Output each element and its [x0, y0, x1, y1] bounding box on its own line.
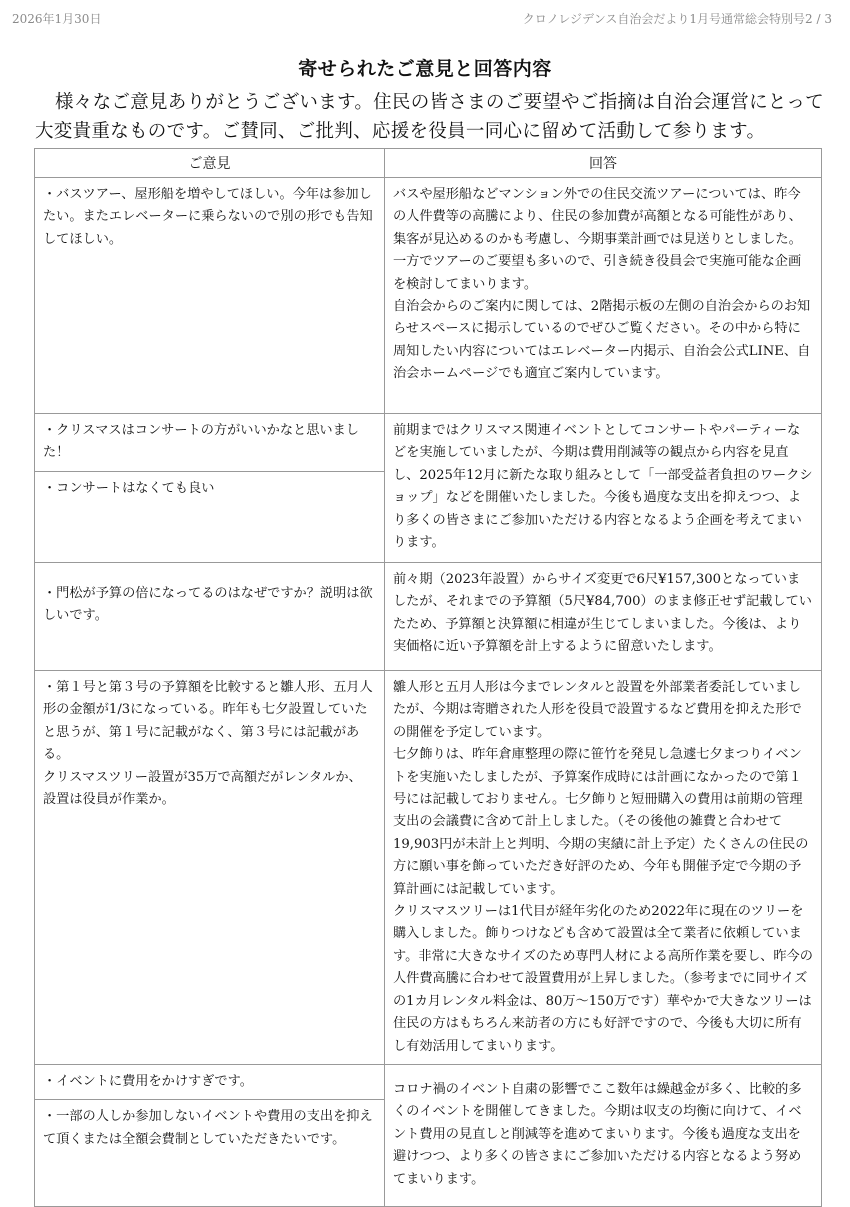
page-title: 寄せられたご意見と回答内容 — [298, 58, 552, 80]
opinion-text: ・一部の人しか参加しないイベントや費用の支出を抑えて頂くまたは全額会費制としていただきたいです。 — [43, 1109, 373, 1147]
opinion-cell — [35, 1064, 385, 1206]
answer-paragraph: コロナ禍のイベント自粛の影響でここ数年は繰越金が多く、比較的多くのイベントを開催してきました。今期は収支の均衡に向けて、イベント費用の見直しと削減等を進めてまいります。今後も過度な支出を避けつつ、より多くの皆さまにご参加いただける内容となるよう努めてまいります。 — [393, 1081, 802, 1187]
intro-line-1: 様々なご意見ありがとうございます。住民の皆さまのご要望やご指摘は自治会運営にとって — [55, 92, 824, 113]
table-row — [35, 671, 822, 1065]
answer-paragraph: 七夕飾りは、昨年倉庫整理の際に笹竹を発見し急遽七夕まつりイベントを実施いたしましたが、予算案作成時には計画になかったので第１号には記載しておりません。七夕飾りと短冊購入の費用は前期の管理支出の会議費に含めて計上しました。（その後他の雑費と合わせて19,903円が未計上と判明、今期の実績に計上予定）たくさんの住民の方に願い事を飾っていただき好評のため、今年も開催予定で今期の予算計画には記載しています。 — [393, 747, 809, 897]
answer-paragraph: 雛人形と五月人形は今までレンタルと設置を外部業者委託していましたが、今期は寄贈された人形を役員で設置するなど費用を抑えた形での開催を予定しています。 — [393, 680, 802, 740]
opinion-cell — [35, 671, 385, 1065]
answer-paragraph: 前期まではクリスマス関連イベントとしてコンサートやパーティーなどを実施していましたが、今期は費用削減等の観点から内容を見直し、2025年12月に新たな取り組みとして「一部受益者負担のワークショップ」などを開催いたしました。今後も過度な支出を抑えつつ、より多くの皆さまにご参加いただける内容となるよう企画を考えてまいります。 — [393, 423, 813, 551]
answer-cell — [385, 671, 822, 1065]
table-row — [35, 1064, 822, 1206]
answer-cell — [385, 178, 822, 414]
intro-line-2: 大変貴重なものです。ご賛同、ご批判、応援を役員一同心に留めて活動して参ります。 — [35, 121, 766, 142]
opinion-cell — [35, 178, 385, 414]
opinion-text: クリスマスツリー設置が35万で高額だがレンタルか、設置は役員が作業か。 — [43, 769, 362, 808]
column-header-opinion: ご意見 — [35, 149, 385, 178]
header-publication: クロノレジデンス自治会だより1月号通常総会特別号2 / 3 — [522, 12, 832, 26]
intro-text — [35, 88, 835, 146]
opinion-cell — [35, 414, 385, 563]
opinion-text: ・コンサートはなくても良い — [43, 480, 215, 496]
opinion-text: ・クリスマスはコンサートの方がいいかなと思いました！ — [35, 414, 384, 472]
answer-cell — [385, 414, 822, 563]
answer-paragraph: バスや屋形船などマンション外での住民交流ツアーについては、昨今の人件費等の高騰により、住民の参加費が高額となる可能性があり、集客が見込めるのかも考慮し、今期事業計画では見送りとしました。一方でツアーのご要望も多いので、引き続き役員会で実施可能な企画を検討してまいります。 — [393, 187, 802, 292]
table-row — [35, 563, 822, 671]
answer-paragraph: 自治会からのご案内に関しては、2階掲示板の左側の自治会からのお知らせスペースに掲示しているのでぜひご覧ください。その中から特に周知したい内容についてはエレベーター内掲示、自治会公式LINE、自治会ホームページでも適宜ご案内しています。 — [393, 299, 811, 382]
opinion-text: ・イベントに費用をかけすぎです。 — [35, 1065, 384, 1100]
header-date: 2026年1月30日 — [12, 12, 102, 26]
answer-cell — [385, 1064, 822, 1206]
answer-paragraph: 前々期（2023年設置）からサイズ変更で6尺¥157,300となっていましたが、それまでの予算額（5尺¥84,700）のまま修正せず記載していたため、予算額と決算額に相違が生じてしまいました。今後は、より実価格に近い予算額を計上するように留意いたします。 — [393, 572, 812, 655]
opinion-answer-table — [34, 148, 822, 1207]
opinion-text: ・門松が予算の倍になってるのはなぜですか？説明は欲しいです。 — [43, 586, 373, 624]
opinion-cell — [35, 563, 385, 671]
opinion-text: ・バスツアー、屋形船を増やしてほしい。今年は参加したい。またエレベーターに乗らないので別の形でも告知してほしい。 — [43, 187, 373, 247]
table-row — [35, 414, 822, 563]
table-header-row — [35, 149, 822, 178]
table-row — [35, 178, 822, 414]
answer-paragraph: クリスマスツリーは1代目が経年劣化のため2022年に現在のツリーを購入しました。飾りつけなども含めて設置は全て業者に依頼しています。非常に大きなサイズのため専門人材による高所作業を要し、昨今の人件費高騰に合わせて設置費用が上昇しました。（参考までに同サイズの1カ月レンタル料金は、80万～150万です）華やかで大きなツリーは住民の方はもちろん来訪者の方にも好評ですので、今後も大切に所有し有効活用してまいります。 — [393, 904, 813, 1054]
opinion-text: ・第１号と第３号の予算額を比較すると雛人形、五月人形の金額が1/3になっている。昨年も七夕設置していたと思うが、第１号に記載がなく、第３号には記載がある。 — [43, 680, 373, 763]
answer-cell — [385, 563, 822, 671]
column-header-answer: 回答 — [385, 149, 822, 178]
